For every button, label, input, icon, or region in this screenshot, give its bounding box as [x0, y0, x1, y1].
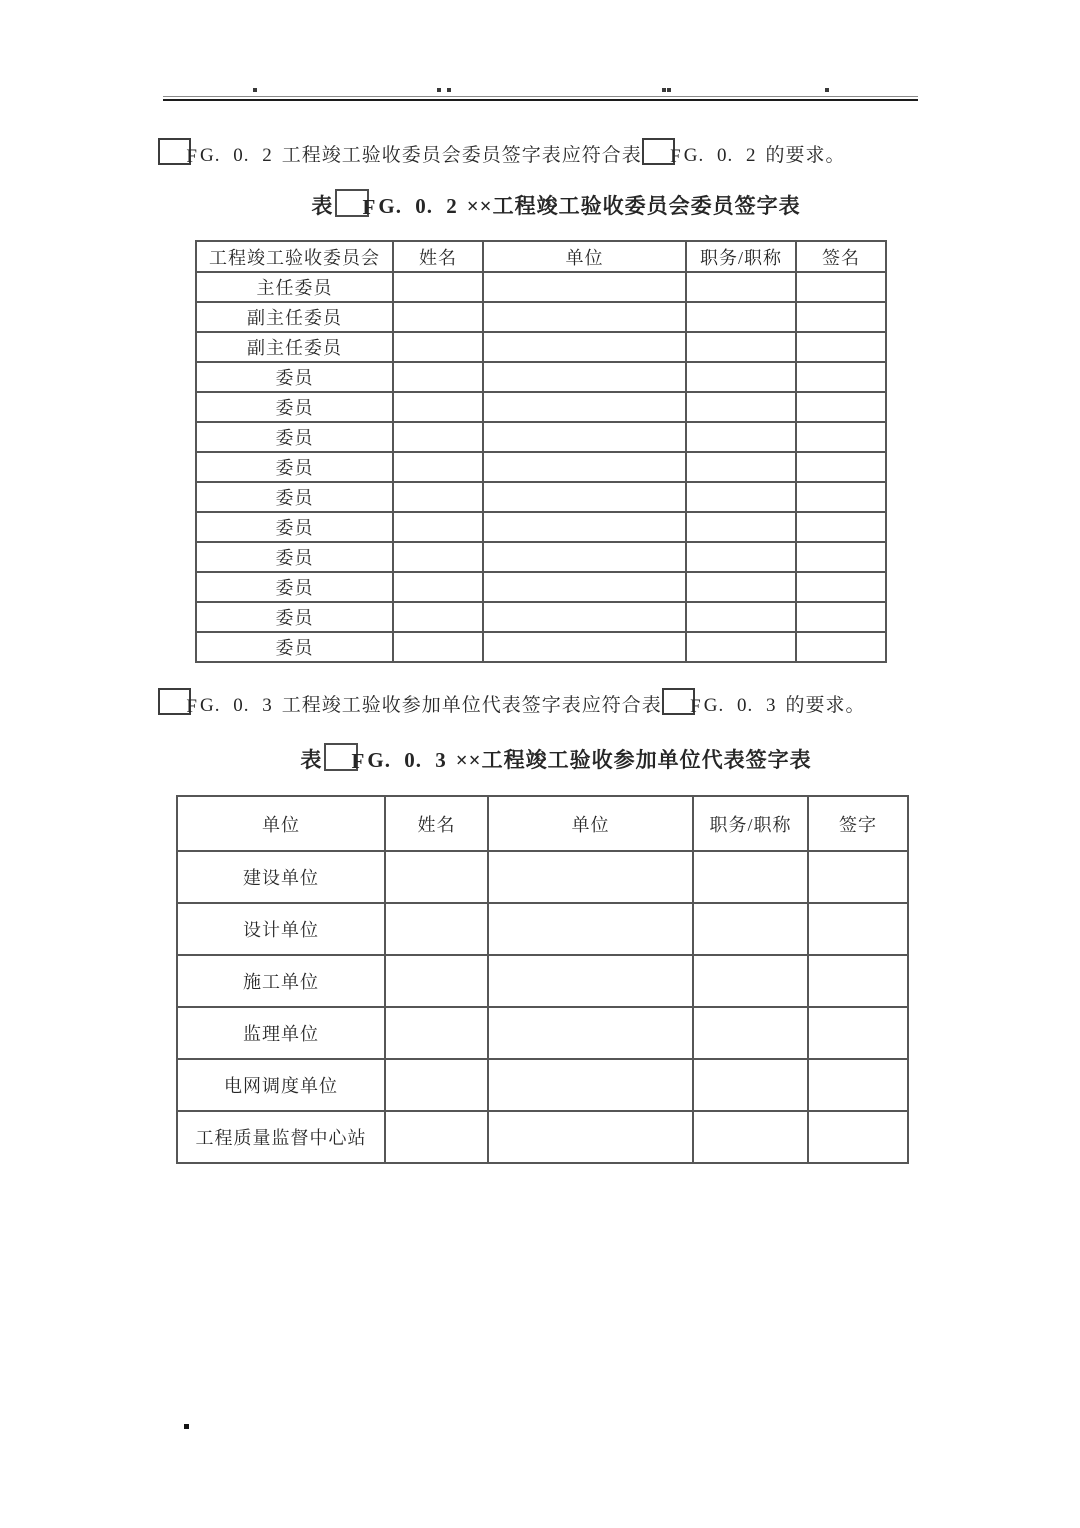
empty-cell	[483, 482, 686, 512]
boxed-char: F	[186, 696, 197, 717]
header-rule	[163, 96, 918, 101]
empty-cell	[393, 542, 483, 572]
empty-cell	[483, 632, 686, 662]
column-header: 工程竣工验收委员会	[196, 241, 393, 272]
table-row	[177, 1111, 908, 1163]
empty-cell	[796, 392, 886, 422]
empty-cell	[385, 1007, 488, 1059]
table-title-fg-0-3	[0, 743, 1080, 775]
column-header: 姓名	[385, 796, 488, 851]
boxed-char: F	[690, 696, 701, 717]
empty-cell	[488, 903, 693, 955]
empty-cell	[796, 362, 886, 392]
empty-cell	[796, 422, 886, 452]
empty-cell	[686, 572, 796, 602]
empty-cell	[796, 572, 886, 602]
empty-cell	[808, 1007, 908, 1059]
empty-cell	[693, 851, 808, 903]
artifact-speck	[825, 88, 829, 92]
empty-cell	[686, 512, 796, 542]
missing-glyph-box	[158, 688, 197, 717]
empty-cell	[686, 602, 796, 632]
clause-text-tail: 的要求。	[785, 695, 866, 716]
empty-cell	[488, 1111, 693, 1163]
table-row	[177, 851, 908, 903]
boxed-char: F	[362, 195, 376, 219]
empty-cell	[796, 542, 886, 572]
empty-cell	[483, 542, 686, 572]
column-header: 职务/职称	[693, 796, 808, 851]
table-row	[177, 1059, 908, 1111]
empty-cell	[808, 1111, 908, 1163]
empty-cell	[693, 955, 808, 1007]
row-label: 委员	[196, 572, 393, 602]
clause-fg-0-3	[158, 688, 866, 720]
title-prefix: 表	[311, 194, 334, 218]
table-row	[177, 903, 908, 955]
referenced-table-number: G. 0. 2	[683, 145, 757, 166]
clause-text-tail: 的要求。	[765, 145, 846, 166]
empty-cell	[393, 452, 483, 482]
missing-glyph-box	[642, 138, 681, 167]
participant-signature-table	[176, 795, 909, 1164]
artifact-speck	[667, 88, 671, 92]
empty-cell	[393, 482, 483, 512]
column-header: 单位	[483, 241, 686, 272]
clause-text: 工程竣工验收委员会委员签字表应符合表	[281, 145, 642, 166]
row-label: 建设单位	[177, 851, 385, 903]
empty-cell	[796, 632, 886, 662]
header-row	[177, 796, 908, 851]
row-label: 主任委员	[196, 272, 393, 302]
artifact-speck	[447, 88, 451, 92]
empty-cell	[686, 452, 796, 482]
empty-cell	[488, 1007, 693, 1059]
empty-cell	[385, 955, 488, 1007]
empty-cell	[385, 903, 488, 955]
empty-cell	[385, 1059, 488, 1111]
table-row	[196, 392, 886, 422]
table-row	[196, 272, 886, 302]
row-label: 工程质量监督中心站	[177, 1111, 385, 1163]
table-row	[196, 572, 886, 602]
row-label: 副主任委员	[196, 332, 393, 362]
row-label: 副主任委员	[196, 302, 393, 332]
column-header: 单位	[488, 796, 693, 851]
empty-cell	[796, 302, 886, 332]
empty-cell	[483, 362, 686, 392]
artifact-speck	[437, 88, 441, 92]
row-label: 委员	[196, 422, 393, 452]
row-label: 委员	[196, 362, 393, 392]
empty-cell	[693, 1111, 808, 1163]
empty-cell	[796, 482, 886, 512]
table-row	[196, 452, 886, 482]
title-text: ××工程竣工验收委员会委员签字表	[466, 194, 801, 218]
empty-cell	[686, 392, 796, 422]
table-row	[196, 602, 886, 632]
empty-cell	[796, 332, 886, 362]
empty-cell	[808, 851, 908, 903]
column-header: 签字	[808, 796, 908, 851]
referenced-table-number: G. 0. 3	[703, 695, 777, 716]
empty-cell	[693, 903, 808, 955]
empty-cell	[796, 452, 886, 482]
footer-dot	[184, 1424, 189, 1429]
table-title-fg-0-2	[0, 189, 1080, 221]
empty-cell	[686, 362, 796, 392]
empty-cell	[693, 1007, 808, 1059]
empty-cell	[393, 632, 483, 662]
empty-cell	[796, 602, 886, 632]
empty-cell	[393, 302, 483, 332]
empty-cell	[808, 955, 908, 1007]
header-row	[196, 241, 886, 272]
column-header: 职务/职称	[686, 241, 796, 272]
clause-text: 工程竣工验收参加单位代表签字表应符合表	[281, 695, 662, 716]
row-label: 委员	[196, 452, 393, 482]
empty-cell	[483, 392, 686, 422]
row-label: 委员	[196, 602, 393, 632]
empty-cell	[393, 422, 483, 452]
table-row	[196, 542, 886, 572]
artifact-speck	[253, 88, 257, 92]
table-row	[177, 955, 908, 1007]
column-header: 签名	[796, 241, 886, 272]
missing-glyph-box	[662, 688, 701, 717]
table-number: G. 0. 3	[367, 748, 447, 772]
table-row	[196, 362, 886, 392]
empty-cell	[483, 422, 686, 452]
clause-number: G. 0. 2	[200, 145, 273, 166]
empty-cell	[483, 332, 686, 362]
empty-cell	[385, 851, 488, 903]
empty-cell	[393, 512, 483, 542]
row-label: 监理单位	[177, 1007, 385, 1059]
boxed-char: F	[186, 146, 197, 167]
boxed-char: F	[351, 749, 365, 773]
empty-cell	[483, 302, 686, 332]
empty-cell	[385, 1111, 488, 1163]
row-label: 委员	[196, 512, 393, 542]
empty-cell	[483, 272, 686, 302]
empty-cell	[393, 572, 483, 602]
row-label: 施工单位	[177, 955, 385, 1007]
table-row	[196, 422, 886, 452]
column-header: 单位	[177, 796, 385, 851]
row-label: 委员	[196, 482, 393, 512]
empty-cell	[483, 512, 686, 542]
boxed-char: F	[670, 146, 681, 167]
row-label: 委员	[196, 392, 393, 422]
empty-cell	[686, 632, 796, 662]
row-label: 设计单位	[177, 903, 385, 955]
missing-glyph-box	[335, 189, 376, 219]
missing-glyph-box	[158, 138, 197, 167]
empty-cell	[483, 452, 686, 482]
table-row	[196, 332, 886, 362]
empty-cell	[393, 392, 483, 422]
column-header: 姓名	[393, 241, 483, 272]
empty-cell	[686, 302, 796, 332]
empty-cell	[488, 1059, 693, 1111]
empty-cell	[693, 1059, 808, 1111]
clause-number: G. 0. 3	[200, 695, 273, 716]
table-number: G. 0. 2	[378, 194, 458, 218]
table-row	[196, 302, 886, 332]
empty-cell	[393, 332, 483, 362]
clause-fg-0-2	[158, 138, 846, 170]
row-label: 委员	[196, 542, 393, 572]
empty-cell	[393, 362, 483, 392]
empty-cell	[488, 955, 693, 1007]
empty-cell	[686, 332, 796, 362]
empty-cell	[796, 512, 886, 542]
table-row	[196, 512, 886, 542]
row-label: 电网调度单位	[177, 1059, 385, 1111]
empty-cell	[393, 602, 483, 632]
artifact-speck	[662, 88, 666, 92]
empty-cell	[808, 903, 908, 955]
empty-cell	[796, 272, 886, 302]
empty-cell	[488, 851, 693, 903]
empty-cell	[686, 482, 796, 512]
table-row	[196, 632, 886, 662]
empty-cell	[686, 422, 796, 452]
empty-cell	[686, 542, 796, 572]
row-label: 委员	[196, 632, 393, 662]
empty-cell	[808, 1059, 908, 1111]
empty-cell	[483, 572, 686, 602]
empty-cell	[686, 272, 796, 302]
table-row	[177, 1007, 908, 1059]
title-prefix: 表	[300, 748, 323, 772]
empty-cell	[483, 602, 686, 632]
committee-signature-table	[195, 240, 887, 663]
title-text: ××工程竣工验收参加单位代表签字表	[455, 748, 812, 772]
table-row	[196, 482, 886, 512]
missing-glyph-box	[324, 743, 365, 773]
empty-cell	[393, 272, 483, 302]
